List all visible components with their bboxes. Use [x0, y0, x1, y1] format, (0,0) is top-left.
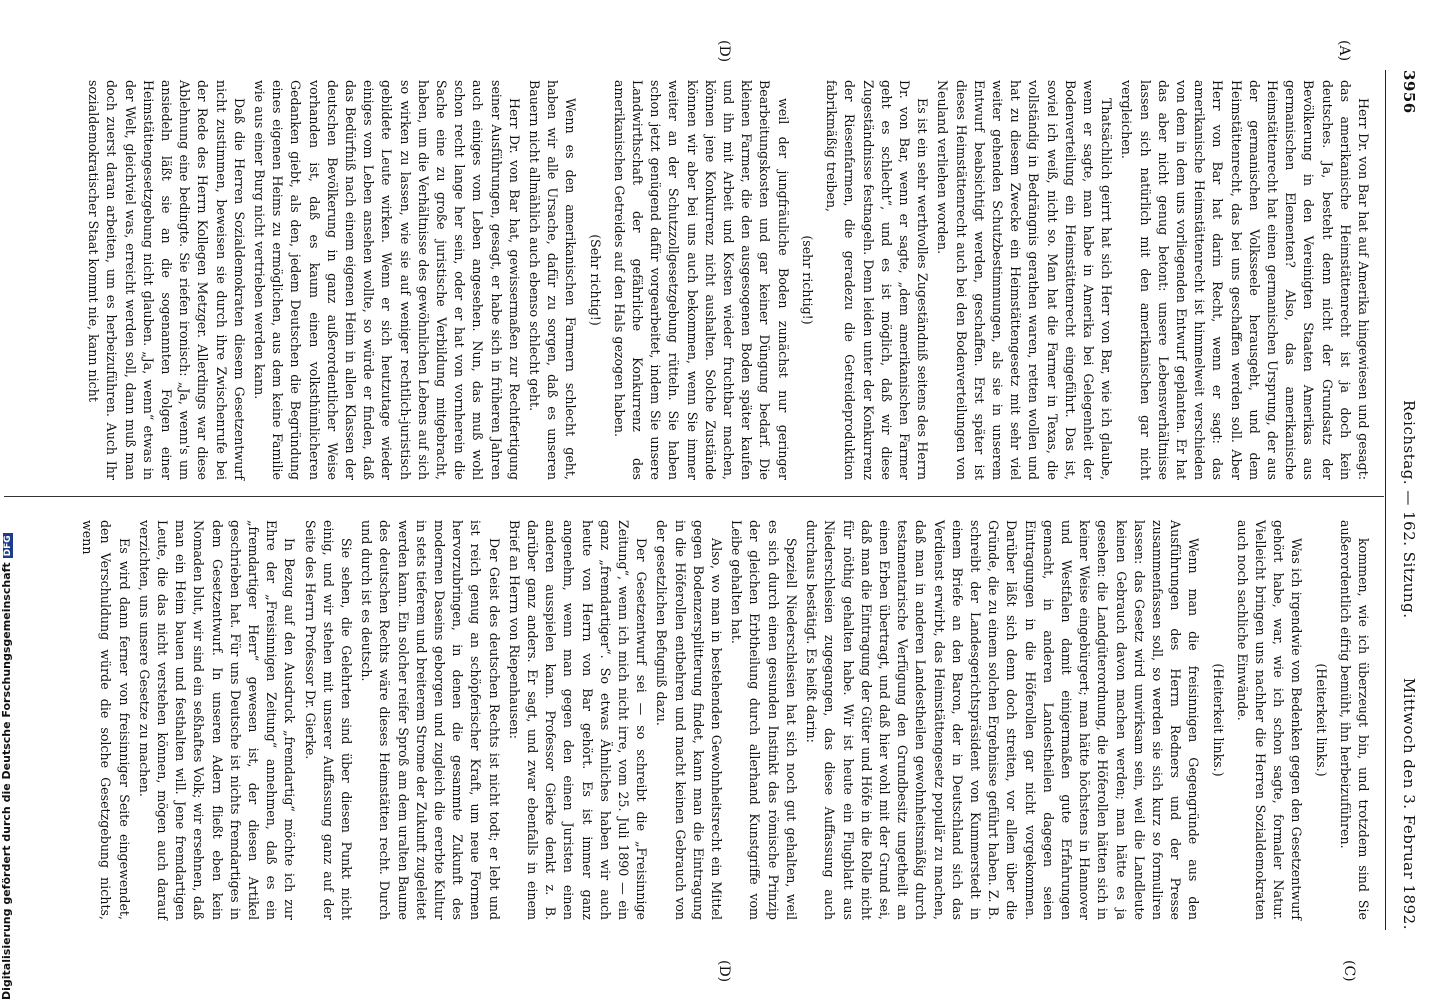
paragraph: weil der jungfräuliche Boden zunächst nur geringer Bearbeitungskosten und gar keiner Düngung bedarf. Die kleinen Farmer, die den ausgesogenen Boden später kaufen und ihn mit Arbeit und Kosten wieder fruchtbar machen, können jene Konkurrenz nicht aushalten. Solche Zustände können wir aber bei uns auch bekommen, wenn Sie immer weiter an der Schutzzollgesetzgebung rütteln. Sie haben schon jetzt genügend dafür vorgearbeitet, indem Sie unsere Landwirthschaft der gefährliche Konkurrenz des amerikanischen Getreides auf den Hals gezogen haben. — [611, 80, 791, 480]
page-header — [1390, 70, 1424, 930]
margin-mark-c: (C) — [1341, 960, 1357, 982]
paragraph: Es wird dann ferner von freisinniger Seite eingewendet, den Verschuldung würde die solche Gesetzgebung nichts, wenn — [80, 520, 132, 920]
footer-text: Digitalisierung gefördert durch die Deutsche Forschungsgemeinschaft — [0, 562, 13, 1000]
column-divider — [4, 496, 1384, 497]
page-number: 3956 — [1400, 70, 1418, 114]
paragraph: Also, wo man in bestehenden Gewohnheitsrecht ein Mittel gegen Bodenzersplitterung findet, kann man die Eintragung in die Höferollen entbehren und macht keinen Gebrauch von der gesetzlichen Befugniß dazu. — [654, 520, 725, 920]
page-date: Mittwoch den 3. Februar 1892. — [1400, 677, 1418, 930]
interjection: (Sehr richtig!) — [587, 234, 603, 326]
paragraph: Wenn man die freisinnigen Gegengründe aus den Ausführungen des Herrn Redners und der Presse zusammenfassen soll, so werden sie sich kurz so formuliren lassen: das Gesetz wird unwirksam sein, weil die Landleute keinen Gebrauch davon machen werden; man hätte es ja gesehen: die Landgüterordnung, die Höferollen hätten sich in keiner Weise eingebürgert; man hätte höchstens in Hannover und Westfalen damit einigermaßen gute Erfahrungen gemacht, in anderen Landestheilen dagegen seien Eintragungen in die Höferollen gar nicht vorgekommen. Darüber läßt sich denn doch streiten, vor allem über die Gründe, die zu einem solchen Ergebnisse geführt haben. Z. B. schreibt der Landesgerichtspräsident von Kummerstedt in einem Briefe an den Baron, der in Deutschland sich das Verdienst erwirbt, das Heimstättengesetz populär zu machen, daß man in anderen Landestheilen gewohnheitsmäßig durch testamentarische Verfügung den Grundbesitz ungetheilt an einen Erben übertragt, und daß hier wohl mit der Grund sei, daß man die Eintragung der Güter und Höfe in die Rolle nicht für nöthig gehalten habe. Wir ist heute ein Flugblatt aus Niederschlesien zugegangen, das diese Auffassung auch durchaus bestätigt. Es heißt darin: — [804, 520, 1202, 920]
paragraph: Herr Dr. von Bar hat auf Amerika hingewiesen und gesagt: das amerikanische Heimstättenrecht ist ja doch kein deutsches. Ja, besteht denn nicht der Grundsatz der Bevölkerung in den Vereinigten Staaten Amerikas aus germanischen Elementen? Also, das amerikanische Heimstättenrecht hat einen germanischen Ursprung, der aus der germanischen Volksseele herausgeht, und dem Heimstättenrecht, das bei uns geschaffen werden soll. Aber Herr von Bar hat darin Recht, wenn er sagt: das amerikanische Heimstättenrecht ist himmelweit verschieden von dem in dem uns vorliegenden Entwurf geplanten. Er hat das aber nicht genug betont: unsere Lebensverhältnisse lassen sich natürlich mit den amerikanischen gar nicht vergleichen. — [1119, 80, 1371, 480]
paragraph: Es ist ein sehr werthvolles Zugeständniß seitens des Herrn Dr. von Bar, wenn er sagte, „dem amerikanischen Farmer geht es schlecht“, und es ist möglich, daß wir diese Zugeständnisse festnageln. Denn leiden unter der Konkurrenz der Riesenfarmen, die geradezu die Getreideproduktion fabrikmäßig treiben, — [824, 80, 931, 480]
paragraph: Was ich irgendwie von Bedenken gegen den Gesetzentwurf gehört habe, war, wie ich schon sagte, formaler Natur. Vielleicht bringen uns nachher die Herren Sozialdemokraten auch noch sachliche Einwände. — [1234, 520, 1305, 920]
margin-mark-d-left: (D) — [716, 40, 732, 63]
paragraph: Wenn es den amerikanischen Farmern schlecht geht, haben wir alle Ursache, dafür zu sorgen, daß es unseren Bauern nicht allmählich auch ebenso schlecht geht. — [527, 80, 579, 480]
digitization-footer — [0, 0, 22, 1000]
right-column — [76, 520, 1372, 920]
paragraph: In Bezug auf den Ausdruck „fremdartig“ möchte ich zur Ehre der „Freisinnigen Zeitung“ annehmen, daß es ein „fremdartiger Herr“ gewesen ist, der diesen Artikel geschrieben hat. Für uns Deutsche ist nichts fremdartiges in dem Gesetzentwurf. In unseren Adern fließt eben kein Nomaden blut, wir sind ein seßhaftes Volk; wir ersehnen, daß man ein Heim bauen und festhalten will. Jene fremdartigen Leute, die das nicht verstehen können, mögen auch darauf verzichten, uns unsere Gesetze zu machen. — [136, 520, 298, 920]
dfg-logo: DFG — [3, 535, 13, 557]
quotation: Speziell Niederschlesien hat sich noch gut gehalten, weil es sich durch einen gesunden Instinkt das römische Prinzip der gleichen Erbtheilung durch allerhand Kunstgriffe vom Leibe gehalten hat. — [729, 520, 799, 920]
paragraph: Herr Dr. von Bar hat, gewissermaßen zur Rechtfertigung seiner Ausführungen, gesagt, er habe sich in früheren Jahren auch einiges vom Leben angesehen. Nun, das muß wohl schon recht lange her sein, oder er hat von vornherein die Sache eine zu große juristische Verbildung mitgebracht, haben, um die Verhältnisse des gewöhnlichen Lebens auf sich so wirken zu lassen, wie sie auf weniger rechtlich-juristisch gebildete Leute wirken. Wenn er sich heutzutage wieder einiges vom Leben ansehen wollte, so würde er finden, daß das Bedürfniß nach einem eigenen Heim in allen Klassen der deutschen Bevölkerung in ganz außerordentlicher Weise vorhanden ist, daß es kaum einen volksthümlicheren Gedanken giebt, als den, jedem Deutschen die Begründung eines eigenen Heims zu ermöglichen, aus dem keine Familie wie aus einer Burg nicht vertrieben werden kann. — [252, 80, 522, 480]
page-title: Reichstag. — 162. Sitzung. — [1400, 400, 1418, 619]
header-rule — [1385, 70, 1386, 930]
paragraph: Daß die Herren Sozialdemokraten diesem Gesetzentwurf nicht zustimmen, beweisen sie durch ihre Zwischenrufe bei der Rede des Herrn Kollegen Metzger. Allerdings war diese Ablehnung eine bedingte. Sie riefen ironisch: „Ja, wenn's um ansiedeln läßt sie an die sogenannten Folgen einer Heimstättengesetzgebung nicht glauben. „Ja, wenn“ etwas in der Welt, gleichviel was, erreicht werden soll, dann muß man doch zuerst daran arbeiten, um es herbeizuführen. Auch Ihr sozialdemokratischer Staat kommt nie, kann nicht — [86, 80, 247, 480]
paragraph: kommen, wie ich überzeugt bin, und trotzdem sind Sie außerordentlich eifrig bemüht, ihn herbeizuführen. — [1337, 520, 1371, 920]
interjection: (Heiterkeit links.) — [1210, 663, 1226, 777]
margin-mark-d-right: (D) — [716, 960, 732, 983]
margin-mark-a: (A) — [1336, 40, 1352, 62]
paragraph: Sie sehen, die Gelehrten sind über diesen Punkt nicht einig, und wir stehen mit unserer Auffassung ganz auf der Seite des Herrn Professor Dr. Gierke. — [302, 520, 355, 920]
paragraph: Der Gesetzentwurf sei — so schreibt die „Freisinnige Zeitung“, wenn ich mich nicht irre, vom 25. Juli 1890 — ein ganz „fremdartiger“. So etwas Ähnliches haben wir auch heute von Herrn von Bar gehört. Es ist immer ganz angenehm, wenn man gegen den einen Juristen einen anderen ausspielen kann. Professor Gierke denkt z. B. darüber ganz anders. Er sagt, und zwar ebenfalls in einem Brief an Herrn von Riepenhausen: — [506, 520, 650, 920]
interjection: (Heiterkeit links.) — [1313, 663, 1329, 777]
quotation: Der Geist des deutschen Rechts ist nicht todt; er lebt und ist reich genug an schöpferischer Kraft, um neue Formen hervorzubringen, in denen die gesammte Zukunft des modernen Daseins geborgen und zugleich die ererbte Kultur in stets tieferem und breiterem Strome der Zukunft zugeleitet werden kann. Ein solcher reifer Sproß am dem uralten Baume des deutschen Rechts wäre dieses Heimstätten recht. Durch und durch ist es deutsch. — [359, 520, 502, 920]
interjection: (sehr richtig!) — [799, 235, 815, 325]
left-column — [82, 80, 1372, 480]
paragraph: Thatsächlich geirrt hat sich Herr von Bar, wie ich glaube, wenn er sagte, man habe in Amerika bei Gelegenheit der Bodenverteilung ein Heimstättenrecht eingeführt. Das ist, soviel ich weiß, nicht so. Man hat die Farmer in Texas, die vollständig in Bedrängnis gerathen waren, retten wollen und hat zu diesem Zwecke ein Heimstättengesetz mit sehr viel weiter gehenden Schutzbestimmungen, als sie in unserem Entwurf beabsichtigt werden, geschaffen. Erst später ist dieses Heimstättenrecht auch bei den Bodenverteilungen von Neuland verliehen worden. — [935, 80, 1115, 480]
